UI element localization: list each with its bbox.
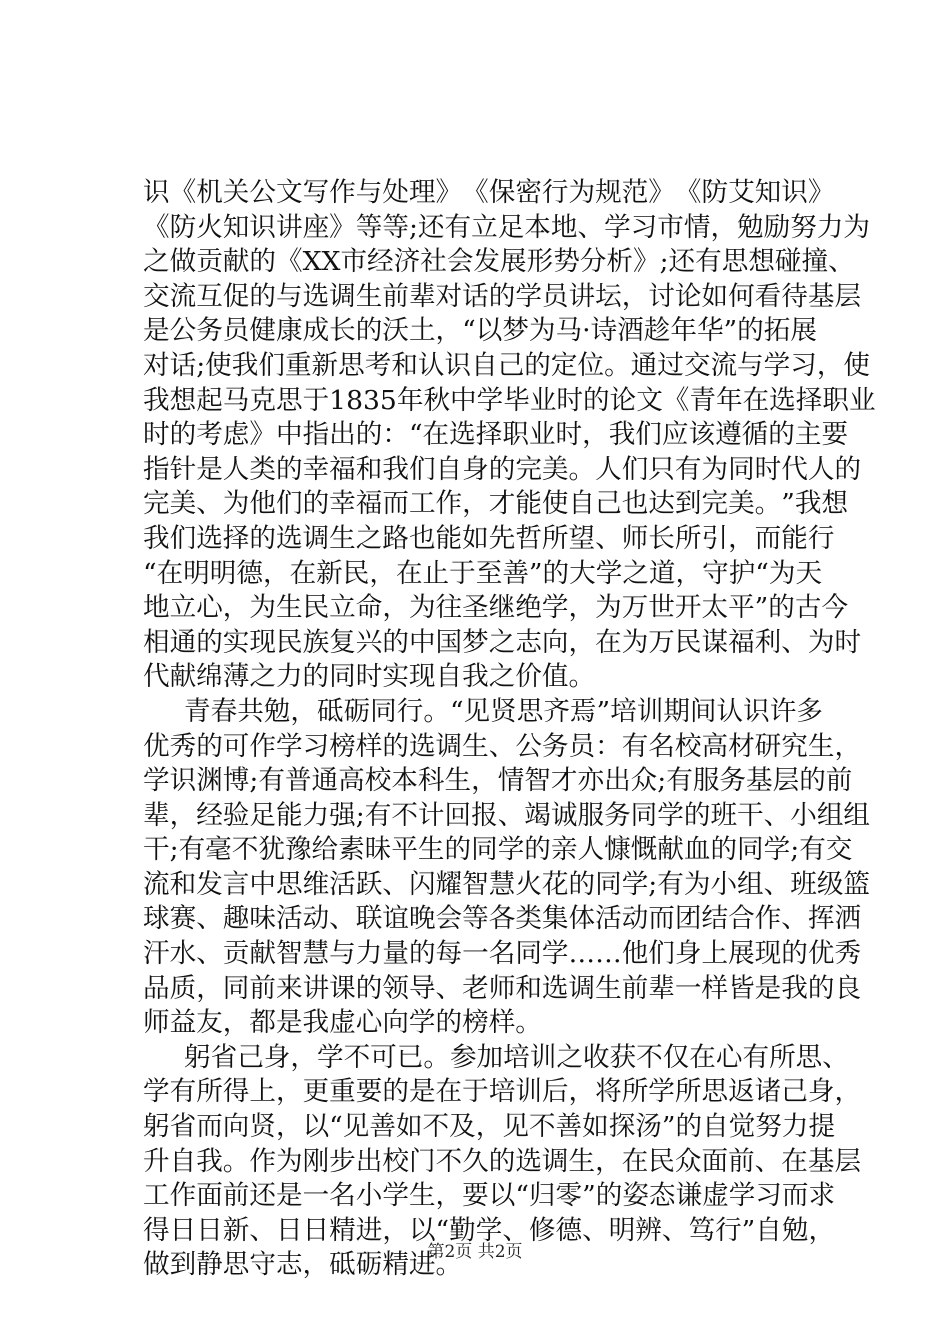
text-line: 辈 ， 经 验 足 能 力 强 ; 有 不 计 回 报 、 竭 诚 服 务 同 学 的 班 干 、 小 组 组 — [143, 799, 870, 831]
text-line: 升 自 我 。 作 为 刚 步 出 校 门 不 久 的 选 调 生 ， 在 民 众 面 前 、 在 基 层 — [143, 1145, 862, 1177]
text-line: 学 识 渊 博 ; 有 普 通 高 校 本 科 生 ， 情 智 才 亦 出 众 ; 有 服 务 基 层 的 前 — [143, 765, 853, 797]
text-line: 指 针 是 人 类 的 幸 福 和 我 们 自 身 的 完 美 。 人 们 只 有 为 同 时 代 人 的 — [143, 453, 862, 485]
page-number-footer: 第2页 共2页 — [427, 1242, 523, 1262]
text-line: 躬 省 己 身 ， 学 不 可 已 。 参 加 培 训 之 收 获 不 仅 在 心 有 所 思 、 — [184, 1041, 849, 1073]
text-line: 交 流 互 促 的 与 选 调 生 前 辈 对 话 的 学 员 讲 坛 ， 讨 论 如 何 看 待 基 层 — [143, 280, 862, 312]
text-line: 师益友，都是我虚心向学的榜样。 — [143, 1007, 542, 1039]
text-line: 相 通 的 实 现 民 族 复 兴 的 中 国 梦 之 志 向 ， 在 为 万 民 谋 福 利 、 为 时 — [143, 626, 862, 658]
text-line: 我 们 选 择 的 选 调 生 之 路 也 能 如 先 哲 所 望 、 师 长 所 引 ， 而 能 行 — [143, 522, 835, 554]
text-line: 得 日 日 新 、 日 日 精 进 ， 以 “ 勤 学 、 修 德 、 明 辨 、 笃 行 ” 自 勉 ， — [143, 1214, 836, 1246]
text-line: 汗 水 、 贡 献 智 慧 与 力 量 的 每 一 名 同 学 … … 他 们 身 上 展 现 的 优 秀 — [143, 938, 862, 970]
text-line: 学 有 所 得 上 ， 更 重 要 的 是 在 于 培 训 后 ， 将 所 学 所 思 返 诸 己 身 ， — [143, 1076, 862, 1108]
text-line: 我 想 起 马 克 思 于 1835 年 秋 中 学 毕 业 时 的 论 文 《 青 年 在 选 择 职 业 — [143, 384, 876, 416]
text-line: “ 在 明 明 德 ， 在 新 民 ， 在 止 于 至 善 ” 的 大 学 之 道 ， 守 护 “ 为 天 — [143, 557, 823, 589]
text-line: 完 美 、 为 他 们 的 幸 福 而 工 作 ， 才 能 使 自 己 也 达 到 完 美 。 ” 我 想 — [143, 488, 849, 520]
text-line: 青 春 共 勉 ， 砥 砺 同 行 。 “ 见 贤 思 齐 焉 ” 培 训 期 间 认 识 许 多 — [184, 695, 823, 727]
text-line: 代献绵薄之力的同时实现自我之价值。 — [143, 661, 596, 693]
text-line: 是 公 务 员 健 康 成 长 的 沃 土 ， “ 以 梦 为 马 · 诗 酒 趁 年 华 ” 的 拓 展 — [143, 315, 817, 347]
text-line: 优 秀 的 可 作 学 习 榜 样 的 选 调 生 、 公 务 员 ： 有 名 校 高 材 研 究 生 ， — [143, 730, 862, 762]
text-line: 品 质 ， 同 前 来 讲 课 的 领 导 、 老 师 和 选 调 生 前 辈 一 样 皆 是 我 的 良 — [143, 972, 862, 1004]
text-line: 流 和 发 言 中 思 维 活 跃 、 闪 耀 智 慧 火 花 的 同 学 ; 有 为 小 组 、 班 级 篮 — [143, 868, 870, 900]
text-line: 之 做 贡 献 的 《 XX 市 经 济 社 会 发 展 形 势 分 析 》 ; 还 有 思 想 碰 撞 、 — [143, 246, 855, 278]
text-line: 对 话 ; 使 我 们 重 新 思 考 和 认 识 自 己 的 定 位 。 通 过 交 流 与 学 习 ， 使 — [143, 349, 870, 381]
text-line: 做到静思守志，砥砺精进。 — [143, 1249, 463, 1281]
text-line: 球 赛 、 趣 味 活 动 、 联 谊 晚 会 等 各 类 集 体 活 动 而 团 结 合 作 、 挥 洒 — [143, 903, 862, 935]
text-line: 识 《 机 关 公 文 写 作 与 处 理 》 《 保 密 行 为 规 范 》 《 防 艾 知 识 》 — [143, 177, 835, 208]
text-line: 《 防 火 知 识 讲 座 》 等 等 ; 还 有 立 足 本 地 、 学 习 市 情 ， 勉 励 努 力 为 — [143, 211, 870, 243]
text-line: 干 ; 有 毫 不 犹 豫 给 素 昧 平 生 的 同 学 的 亲 人 慷 慨 献 血 的 同 学 ; 有 交 — [143, 834, 853, 866]
document-body — [143, 176, 876, 1283]
text-line: 时 的 考 虑 》 中 指 出 的 ： “ 在 选 择 职 业 时 ， 我 们 应 该 遵 循 的 主 要 — [143, 419, 849, 451]
text-line: 躬 省 而 向 贤 ， 以 “ 见 善 如 不 及 ， 见 不 善 如 探 汤 ” 的 自 觉 努 力 提 — [143, 1111, 836, 1143]
text-line: 地 立 心 ， 为 生 民 立 命 ， 为 往 圣 继 绝 学 ， 为 万 世 开 太 平 ” 的 古 今 — [143, 592, 849, 624]
text-line: 工 作 面 前 还 是 一 名 小 学 生 ， 要 以 “ 归 零 ” 的 姿 态 谦 虚 学 习 而 求 — [143, 1180, 836, 1212]
